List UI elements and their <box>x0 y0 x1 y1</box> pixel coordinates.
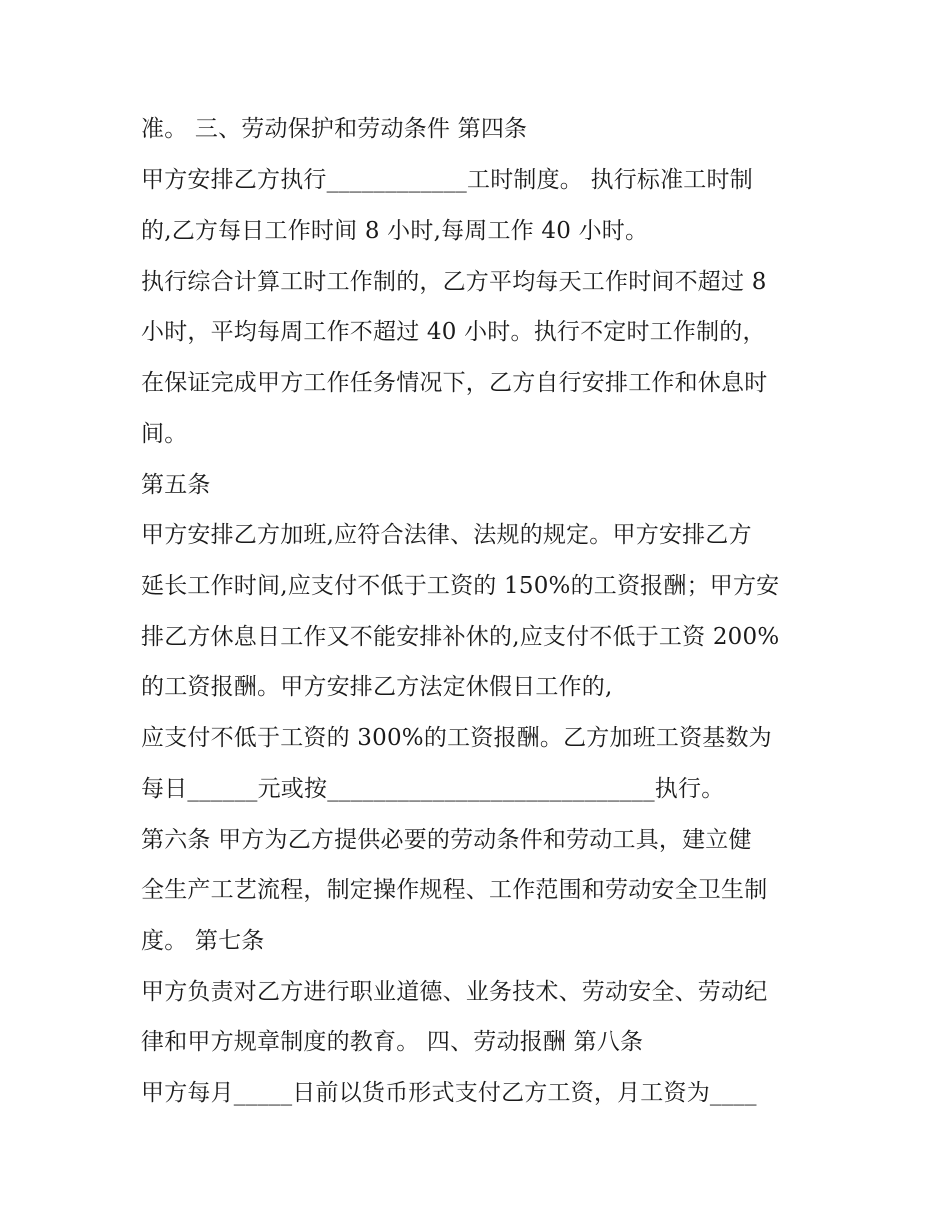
text-line: 的,乙方每日工作时间 8 小时,每周工作 40 小时。 <box>141 218 649 244</box>
text-line: 度。 第七条 <box>141 928 265 954</box>
text-line: 执行综合计算工时工作制的，乙方平均每天工作时间不超过 8 <box>141 269 767 295</box>
text-line: 甲方安排乙方加班,应符合法律、法规的规定。甲方安排乙方 <box>141 522 752 548</box>
text-line: 延长工作时间,应支付不低于工资的 150%的工资报酬；甲方安 <box>141 573 780 599</box>
text-line: 在保证完成甲方工作任务情况下，乙方自行安排工作和休息时 <box>141 370 768 396</box>
text-line: 小时，平均每周工作不超过 40 小时。执行不定时工作制的， <box>141 319 766 345</box>
section-heading: 第五条 <box>141 472 211 498</box>
text-line: 的工资报酬。甲方安排乙方法定休假日工作的, <box>141 674 613 700</box>
text-line: 甲方负责对乙方进行职业道德、业务技术、劳动安全、劳动纪 <box>141 979 768 1005</box>
text-line: 准。 三、劳动保护和劳动条件 第四条 <box>141 116 528 142</box>
text-line: 应支付不低于工资的 300%的工资报酬。乙方加班工资基数为 <box>141 725 772 751</box>
text-line: 间。 <box>141 421 188 447</box>
text-line: 第六条 甲方为乙方提供必要的劳动条件和劳动工具，建立健 <box>141 827 752 853</box>
text-line: 甲方每月_____日前以货币形式支付乙方工资，月工资为____ <box>141 1080 757 1106</box>
text-line: 律和甲方规章制度的教育。 四、劳动报酬 第八条 <box>141 1029 644 1055</box>
text-line: 甲方安排乙方执行____________工时制度。 执行标准工时制 <box>141 167 753 193</box>
text-line: 全生产工艺流程，制定操作规程、工作范围和劳动安全卫生制 <box>141 877 768 903</box>
text-line: 每日______元或按____________________________执行。 <box>141 776 725 802</box>
text-line: 排乙方休息日工作又不能安排补休的,应支付不低于工资 200% <box>141 624 780 650</box>
